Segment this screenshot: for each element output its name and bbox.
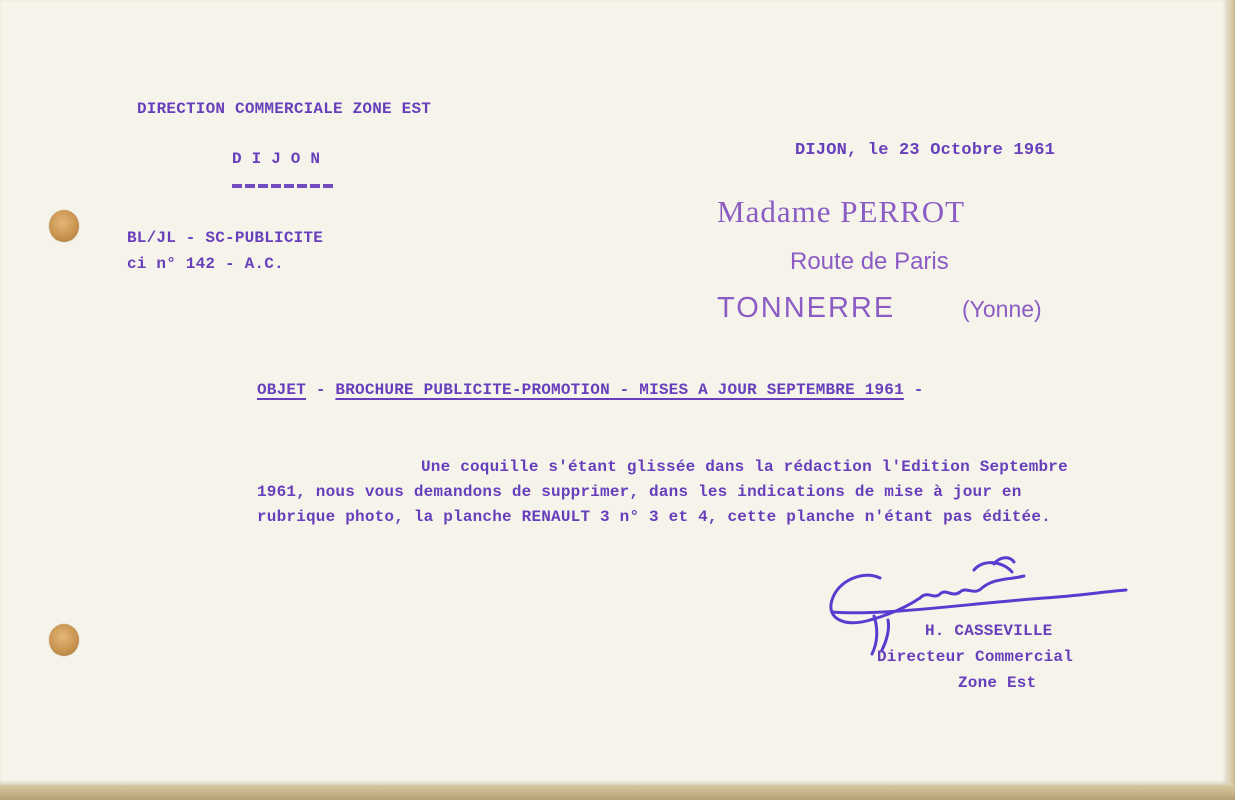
body-line-2: 1961, nous vous demandons de supprimer, dans les indications de mise à jour en: [257, 483, 1022, 501]
body-line-3: rubrique photo, la planche RENAULT 3 n° 3 et 4, cette planche n'étant pas éditée.: [257, 508, 1051, 526]
signatory-zone: Zone Est: [958, 674, 1037, 692]
subject-label: OBJET: [257, 381, 307, 399]
subject-tail: -: [903, 381, 924, 399]
recipient-region: (Yonne): [962, 296, 1042, 322]
reference-line-1: BL/JL - SC-PUBLICITE: [127, 229, 324, 247]
reference-line-2: ci n° 142 - A.C.: [127, 255, 284, 273]
signatory-title: Directeur Commercial: [877, 648, 1074, 666]
date-line: DIJON, le 23 Octobre 1961: [795, 141, 1056, 160]
subject-line: [257, 381, 924, 399]
city-heading: D I J O N: [232, 150, 321, 168]
paper-edge-right: [1228, 0, 1235, 800]
recipient-street: Route de Paris: [790, 248, 949, 275]
binder-hole-bottom: [49, 624, 79, 656]
binder-hole-top: [49, 210, 79, 242]
recipient-town: TONNERRE: [717, 292, 896, 324]
paper-edge-bottom: [0, 785, 1235, 800]
recipient-name: Madame PERROT: [717, 194, 966, 229]
city-underline: [232, 184, 336, 188]
department-heading: DIRECTION COMMERCIALE ZONE EST: [137, 100, 432, 118]
body-line-1: Une coquille s'étant glissée dans la rédaction l'Edition Septembre: [421, 458, 1068, 476]
subject-text: BROCHURE PUBLICITE-PROMOTION - MISES A JOUR SEPTEMBRE 1961: [335, 381, 904, 399]
handwritten-signature: [824, 550, 1134, 660]
subject-separator: -: [306, 381, 336, 399]
signatory-name: H. CASSEVILLE: [925, 622, 1053, 640]
